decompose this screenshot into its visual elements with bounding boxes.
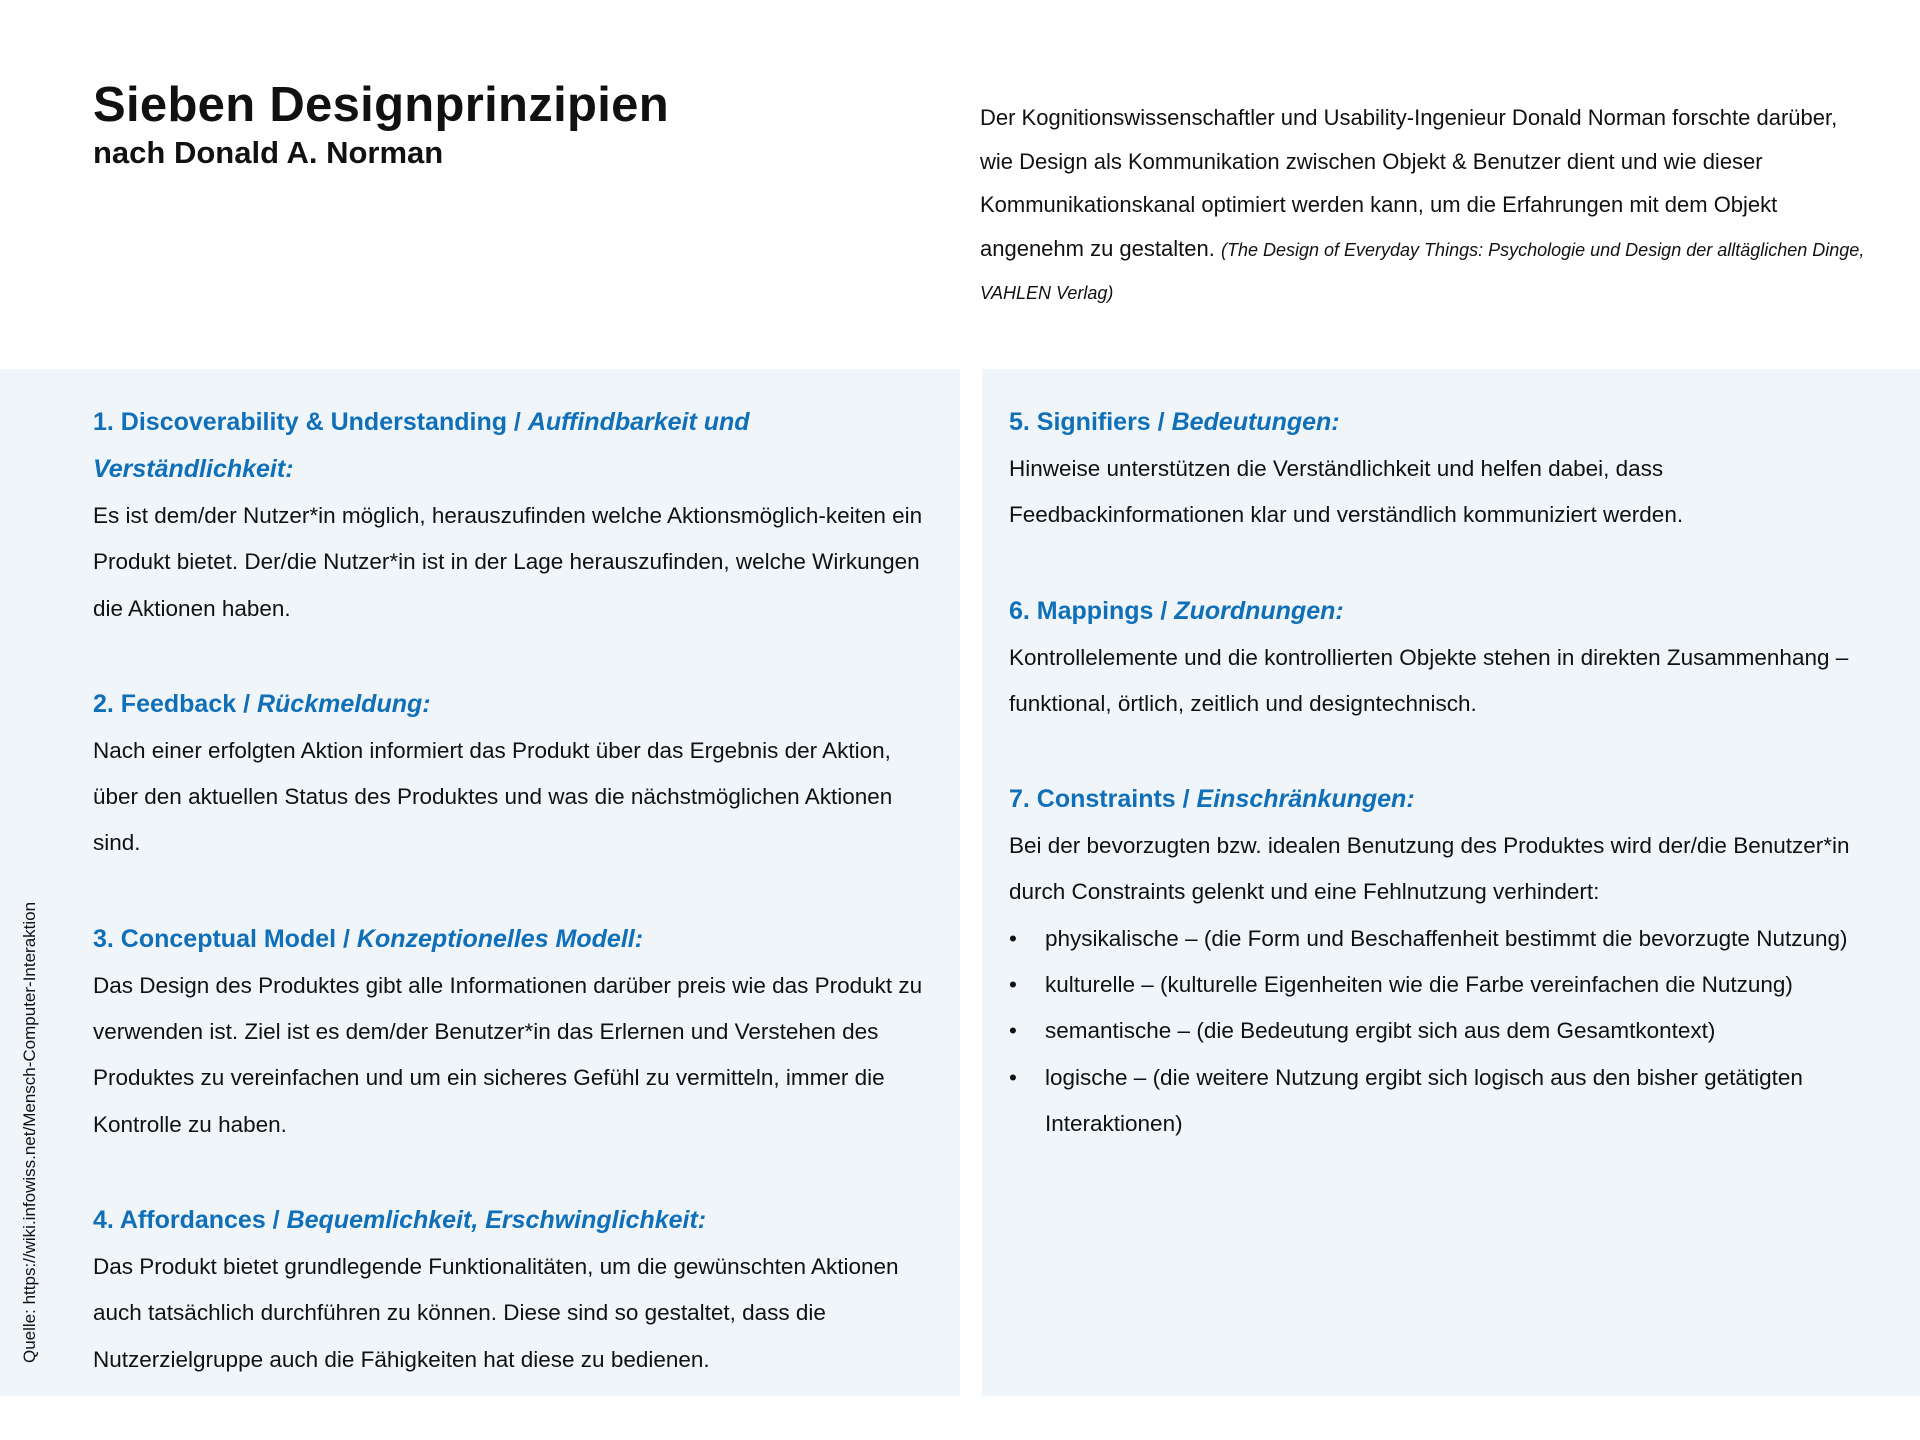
right-column — [1009, 399, 1889, 1196]
heading-german: Zuordnungen: — [1174, 596, 1344, 625]
principle-heading — [1009, 776, 1889, 823]
principle-6 — [1009, 588, 1889, 728]
bullet-icon: • — [1009, 1064, 1017, 1090]
list-item — [1009, 962, 1889, 1008]
principle-body: Hinweise unterstützen die Verständlichkeit und helfen dabei, dass Feedbackinformationen klar und verständlich kommuniziert werden. — [1009, 456, 1684, 528]
principle-7 — [1009, 776, 1889, 1147]
heading-german: Einschränkungen: — [1196, 785, 1415, 814]
heading-german: Auffindbarkeit und Verständlichkeit: — [93, 408, 750, 483]
heading-german: Bedeutungen: — [1171, 408, 1340, 436]
heading-english: 2. Feedback / — [93, 689, 257, 718]
list-item-text: physikalische – (die Form und Beschaffenheit bestimmt die bevorzugte Nutzung) — [1045, 925, 1848, 951]
bullet-icon: • — [1009, 972, 1017, 998]
intro-citation: (The Design of Everyday Things: Psychologie und Design der alltäglichen Dinge, VAHLEN Verlag) — [980, 239, 1865, 303]
intro-paragraph — [980, 96, 1870, 314]
principle-heading — [93, 916, 938, 963]
heading-english: 7. Constraints / — [1009, 785, 1197, 814]
list-item — [1009, 916, 1889, 962]
heading-english: 3. Conceptual Model / — [93, 924, 357, 953]
principle-heading — [93, 399, 938, 493]
principle-heading — [93, 681, 938, 728]
principle-heading — [1009, 588, 1889, 635]
list-item-text: semantische – (die Bedeutung ergibt sich aus dem Gesamtkontext) — [1045, 1018, 1716, 1044]
principle-5 — [1009, 399, 1889, 539]
list-item-text: logische – (die weitere Nutzung ergibt sich logisch aus den bisher getätigten Interaktionen) — [1045, 1064, 1803, 1136]
principle-body: Es ist dem/der Nutzer*in möglich, herauszufinden welche Aktionsmöglich-keiten ein Produkt bietet. Der/die Nutzer*in ist in der Lage herauszufinden, welche Wirkungen die Aktionen haben. — [93, 503, 923, 621]
principle-body: Das Produkt bietet grundlegende Funktionalitäten, um die gewünschten Aktionen auch tatsächlich durchführen zu können. Diese sind so gestaltet, dass die Nutzerzielgruppe auch die Fähigkeiten hat diese zu bedienen. — [93, 1253, 899, 1372]
principle-heading — [1009, 399, 1889, 446]
intro-text: Der Kognitionswissenschaftler und Usability-Ingenieur Donald Norman forschte darüber, wie Design als Kommunikation zwischen Objekt & Benutzer dient und wie dieser Kommunikationskanal optimiert werden kann, um die Erfahrungen mit dem Objekt angenehm zu gestalten. — [980, 105, 1838, 261]
heading-english: 5. Signifiers / — [1009, 408, 1172, 436]
heading-english: 1. Discoverability & Understanding / — [93, 408, 528, 436]
bullet-icon: • — [1009, 1018, 1017, 1044]
constraints-list — [1009, 916, 1889, 1147]
bullet-icon: • — [1009, 925, 1017, 951]
page-title: Sieben Designprinzipien — [93, 78, 669, 132]
principle-body: Bei der bevorzugten bzw. idealen Benutzung des Produktes wird der/die Benutzer*in durch Constraints gelenkt und eine Fehlnutzung verhindert: — [1009, 833, 1850, 905]
heading-german: Bequemlichkeit, Erschwinglichkeit: — [286, 1205, 707, 1234]
source-credit: Quelle: https://wiki.infowiss.net/Mensch-Computer-Interaktion — [20, 901, 39, 1363]
heading-german: Rückmeldung: — [256, 689, 431, 718]
principle-2 — [93, 681, 938, 867]
principle-heading — [93, 1197, 938, 1244]
principle-3 — [93, 916, 938, 1148]
principle-1 — [93, 399, 938, 632]
principle-body: Nach einer erfolgten Aktion informiert das Produkt über das Ergebnis der Aktion, über den aktuellen Status des Produktes und was die nächstmöglichen Aktionen sind. — [93, 737, 893, 856]
list-item-text: kulturelle – (kulturelle Eigenheiten wie die Farbe vereinfachen die Nutzung) — [1045, 972, 1793, 998]
left-column — [93, 399, 938, 1432]
principle-body: Das Design des Produktes gibt alle Informationen darüber preis wie das Produkt zu verwenden ist. Ziel ist es dem/der Benutzer*in das Erlernen und Verstehen des Produktes zu vereinfachen und um ein sicheres Gefühl zu vermitteln, immer die Kontrolle zu haben. — [93, 972, 923, 1137]
page-subtitle: nach Donald A. Norman — [93, 135, 444, 170]
heading-english: 6. Mappings / — [1009, 596, 1175, 625]
principle-4 — [93, 1197, 938, 1383]
heading-german: Konzeptionelles Modell: — [356, 924, 644, 953]
heading-english: 4. Affordances / — [93, 1205, 287, 1234]
title-block — [93, 76, 669, 172]
principle-body: Kontrollelemente und die kontrollierten Objekte stehen in direkten Zusammenhang – funktional, örtlich, zeitlich und designtechnisch. — [1009, 644, 1849, 716]
list-item — [1009, 1055, 1889, 1148]
list-item — [1009, 1008, 1889, 1054]
